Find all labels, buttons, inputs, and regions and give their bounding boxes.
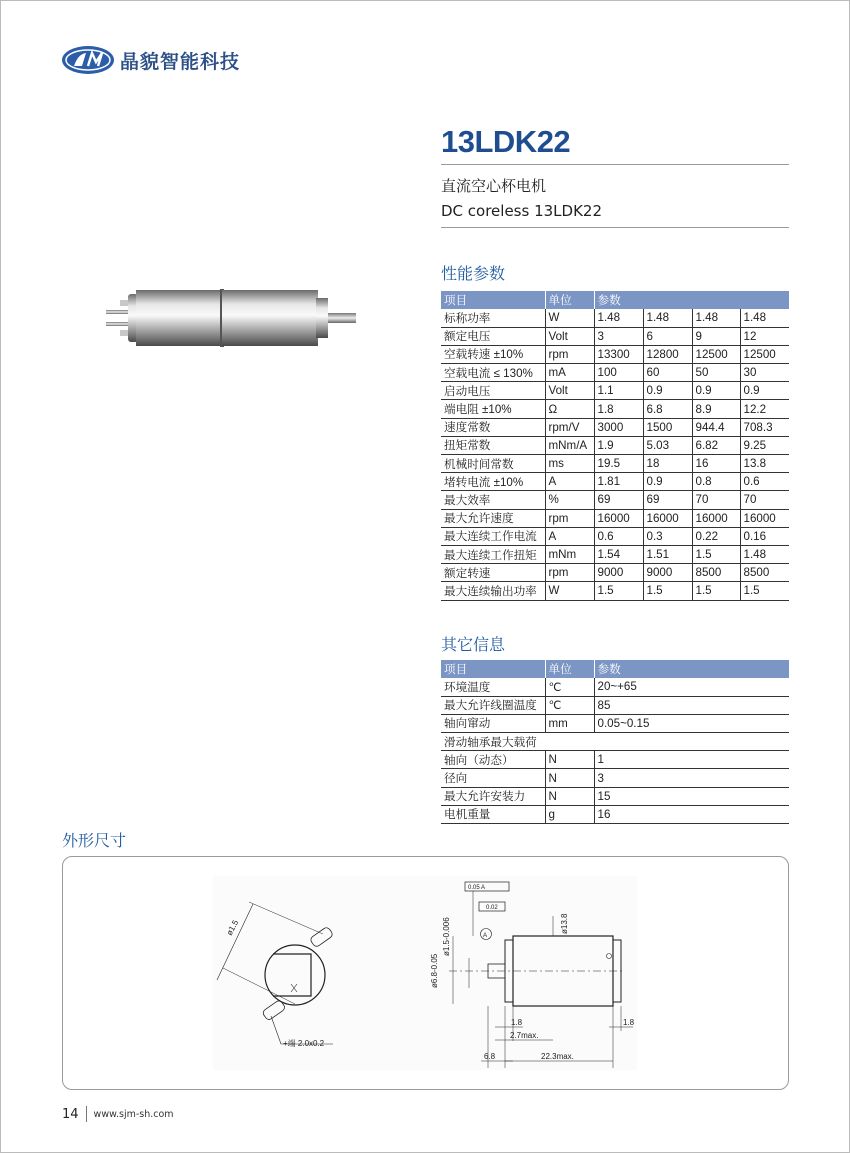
table-cell: 1.5 <box>740 582 789 600</box>
dim-label: 6.8 <box>484 1052 496 1061</box>
table-cell: 1.48 <box>692 309 740 327</box>
table-cell: % <box>545 491 594 509</box>
table-row <box>441 418 789 436</box>
table-row <box>441 436 789 454</box>
table-row <box>441 327 789 345</box>
table-row <box>441 364 789 382</box>
page-number: 14 <box>62 1106 79 1122</box>
table-row <box>441 769 789 787</box>
dim-label: 22.3max. <box>541 1052 574 1061</box>
table-row <box>441 400 789 418</box>
table-row <box>441 696 789 714</box>
table-row <box>441 491 789 509</box>
table-cell: 30 <box>740 364 789 382</box>
table-cell: 1.5 <box>692 582 740 600</box>
table-cell: 9000 <box>594 564 643 582</box>
table-cell: 6.8 <box>643 400 692 418</box>
table-cell: 速度常数 <box>441 418 545 436</box>
dimensions-title: 外形尺寸 <box>62 831 127 850</box>
table-cell: 堵转电流 ±10% <box>441 473 545 491</box>
tolerance-label: 0.02 <box>486 905 498 911</box>
table-cell: W <box>545 309 594 327</box>
table-cell: 1.48 <box>594 309 643 327</box>
table-cell: ms <box>545 455 594 473</box>
table-cell: 3 <box>594 769 789 787</box>
table-cell: 1.48 <box>740 309 789 327</box>
table-cell: A <box>545 473 594 491</box>
table-cell: 最大连续输出功率 <box>441 582 545 600</box>
table-cell: 9000 <box>643 564 692 582</box>
table-cell: 0.9 <box>643 473 692 491</box>
table-cell: 1.54 <box>594 545 643 563</box>
column-header: 项目 <box>441 291 545 309</box>
table-row <box>441 582 789 600</box>
page-footer <box>62 1106 174 1122</box>
table-cell: mm <box>545 714 594 732</box>
dimension-drawing <box>213 876 637 1070</box>
table-cell: 最大允许安装力 <box>441 787 545 805</box>
table-header-row <box>441 291 789 309</box>
table-cell: mNm <box>545 545 594 563</box>
table-row <box>441 345 789 363</box>
table-cell: 最大效率 <box>441 491 545 509</box>
table-cell: 70 <box>692 491 740 509</box>
column-header: 参数 <box>594 660 789 678</box>
table-cell: Volt <box>545 327 594 345</box>
table-cell: 1.48 <box>643 309 692 327</box>
other-info-table <box>441 660 789 824</box>
column-header: 参数 <box>594 291 789 309</box>
side-view <box>449 882 633 1068</box>
table-cell: Volt <box>545 382 594 400</box>
table-cell: 0.9 <box>692 382 740 400</box>
table-cell: rpm <box>545 564 594 582</box>
table-row <box>441 509 789 527</box>
table-cell: N <box>545 769 594 787</box>
table-cell: 1.9 <box>594 436 643 454</box>
table-cell: 50 <box>692 364 740 382</box>
table-cell: N <box>545 787 594 805</box>
table-row <box>441 564 789 582</box>
table-row <box>441 805 789 823</box>
table-cell: 电机重量 <box>441 805 545 823</box>
table-cell: 0.6 <box>594 527 643 545</box>
table-cell: ℃ <box>545 696 594 714</box>
table-cell: 69 <box>594 491 643 509</box>
other-info-title: 其它信息 <box>441 635 506 654</box>
dim-label: ø6.8-0.05 <box>430 953 439 988</box>
table-cell: 708.3 <box>740 418 789 436</box>
table-cell: 径向 <box>441 769 545 787</box>
table-cell: 最大连续工作电流 <box>441 527 545 545</box>
footer-separator <box>86 1106 87 1122</box>
table-row <box>441 473 789 491</box>
table-cell: mNm/A <box>545 436 594 454</box>
table-cell: 0.6 <box>740 473 789 491</box>
table-row <box>441 309 789 327</box>
table-cell: 1.8 <box>594 400 643 418</box>
divider <box>441 164 789 165</box>
website-url: www.sjm-sh.com <box>93 1108 174 1120</box>
table-cell: ℃ <box>545 678 594 696</box>
table-cell: rpm/V <box>545 418 594 436</box>
table-cell: 1500 <box>643 418 692 436</box>
table-cell: 额定转速 <box>441 564 545 582</box>
table-cell: mA <box>545 364 594 382</box>
table-cell: 13.8 <box>740 455 789 473</box>
table-cell: Ω <box>545 400 594 418</box>
table-cell: 13300 <box>594 345 643 363</box>
dim-label: 1.8 <box>623 1018 635 1027</box>
product-subtitle-en: DC coreless 13LDK22 <box>441 202 602 220</box>
table-cell: 69 <box>643 491 692 509</box>
table-cell: 机械时间常数 <box>441 455 545 473</box>
column-header: 单位 <box>545 291 594 309</box>
table-cell: 最大允许线圈温度 <box>441 696 545 714</box>
table-cell: 20~+65 <box>594 678 789 696</box>
table-cell: 15 <box>594 787 789 805</box>
table-cell: 轴向（动态） <box>441 751 545 769</box>
table-cell: 85 <box>594 696 789 714</box>
table-cell: 标称功率 <box>441 309 545 327</box>
table-cell: 60 <box>643 364 692 382</box>
table-cell: 8500 <box>692 564 740 582</box>
table-row <box>441 751 789 769</box>
motor-photo <box>106 286 356 350</box>
dim-label: ø13.8 <box>560 913 569 934</box>
product-model: 13LDK22 <box>441 124 571 159</box>
table-cell: 6.82 <box>692 436 740 454</box>
table-cell: 1 <box>594 751 789 769</box>
table-cell: 100 <box>594 364 643 382</box>
table-cell: 空载转速 ±10% <box>441 345 545 363</box>
table-cell: 8.9 <box>692 400 740 418</box>
performance-table <box>441 291 789 601</box>
company-logo <box>60 44 240 76</box>
table-cell: W <box>545 582 594 600</box>
table-cell: 1.81 <box>594 473 643 491</box>
table-row <box>441 382 789 400</box>
table-cell: 16000 <box>643 509 692 527</box>
table-cell: 19.5 <box>594 455 643 473</box>
table-cell: 滑动轴承最大载荷 <box>441 733 789 751</box>
table-cell: 16 <box>692 455 740 473</box>
table-cell: 944.4 <box>692 418 740 436</box>
table-cell: 0.9 <box>740 382 789 400</box>
table-cell: 1.5 <box>643 582 692 600</box>
table-cell: 1.1 <box>594 382 643 400</box>
table-header-row <box>441 660 789 678</box>
company-name: 晶貌智能科技 <box>120 50 241 73</box>
table-cell: 1.48 <box>740 545 789 563</box>
dim-label: +端 2.0x0.2 <box>283 1039 325 1048</box>
table-row <box>441 733 789 751</box>
table-cell: 最大允许速度 <box>441 509 545 527</box>
table-cell: 端电阻 ±10% <box>441 400 545 418</box>
table-cell: 0.16 <box>740 527 789 545</box>
dim-label: 2.7max. <box>510 1031 539 1040</box>
table-cell: 9 <box>692 327 740 345</box>
table-cell: 轴向窜动 <box>441 714 545 732</box>
table-cell: 3 <box>594 327 643 345</box>
table-cell: 16000 <box>740 509 789 527</box>
table-cell: 12500 <box>740 345 789 363</box>
table-cell: 6 <box>643 327 692 345</box>
table-cell: rpm <box>545 345 594 363</box>
table-row <box>441 455 789 473</box>
table-cell: g <box>545 805 594 823</box>
table-cell: 12 <box>740 327 789 345</box>
table-cell: 0.22 <box>692 527 740 545</box>
table-cell: 额定电压 <box>441 327 545 345</box>
table-cell: 0.9 <box>643 382 692 400</box>
table-cell: 16000 <box>594 509 643 527</box>
table-cell: rpm <box>545 509 594 527</box>
table-cell: 12800 <box>643 345 692 363</box>
table-cell: 0.8 <box>692 473 740 491</box>
table-cell: 扭矩常数 <box>441 436 545 454</box>
dim-label: ø1.5 <box>224 918 241 937</box>
divider <box>441 227 789 228</box>
table-row <box>441 545 789 563</box>
table-cell: 3000 <box>594 418 643 436</box>
table-cell: 70 <box>740 491 789 509</box>
table-cell: 5.03 <box>643 436 692 454</box>
table-cell: 16000 <box>692 509 740 527</box>
table-row <box>441 527 789 545</box>
table-cell: 环境温度 <box>441 678 545 696</box>
table-cell: 空载电流 ≤ 130% <box>441 364 545 382</box>
table-cell: 12500 <box>692 345 740 363</box>
table-cell: 最大连续工作扭矩 <box>441 545 545 563</box>
table-cell: 1.51 <box>643 545 692 563</box>
dim-label: 1.8 <box>511 1018 523 1027</box>
tolerance-label: 0.05 A <box>468 885 486 891</box>
table-cell: 启动电压 <box>441 382 545 400</box>
table-row <box>441 787 789 805</box>
table-row <box>441 678 789 696</box>
table-cell: 0.05~0.15 <box>594 714 789 732</box>
table-cell: 1.5 <box>692 545 740 563</box>
table-cell: 16 <box>594 805 789 823</box>
table-row <box>441 714 789 732</box>
table-cell: A <box>545 527 594 545</box>
product-subtitle-cn: 直流空心杯电机 <box>441 177 547 195</box>
table-cell: 0.3 <box>643 527 692 545</box>
column-header: 单位 <box>545 660 594 678</box>
logo-mark-icon <box>60 44 116 76</box>
table-cell: 18 <box>643 455 692 473</box>
performance-title: 性能参数 <box>441 264 506 283</box>
table-cell: 12.2 <box>740 400 789 418</box>
dim-label: ø1.5-0.006 <box>442 917 451 956</box>
datum-label: A <box>483 933 488 939</box>
table-cell: N <box>545 751 594 769</box>
table-cell: 8500 <box>740 564 789 582</box>
table-cell: 1.5 <box>594 582 643 600</box>
column-header: 项目 <box>441 660 545 678</box>
table-cell: 9.25 <box>740 436 789 454</box>
